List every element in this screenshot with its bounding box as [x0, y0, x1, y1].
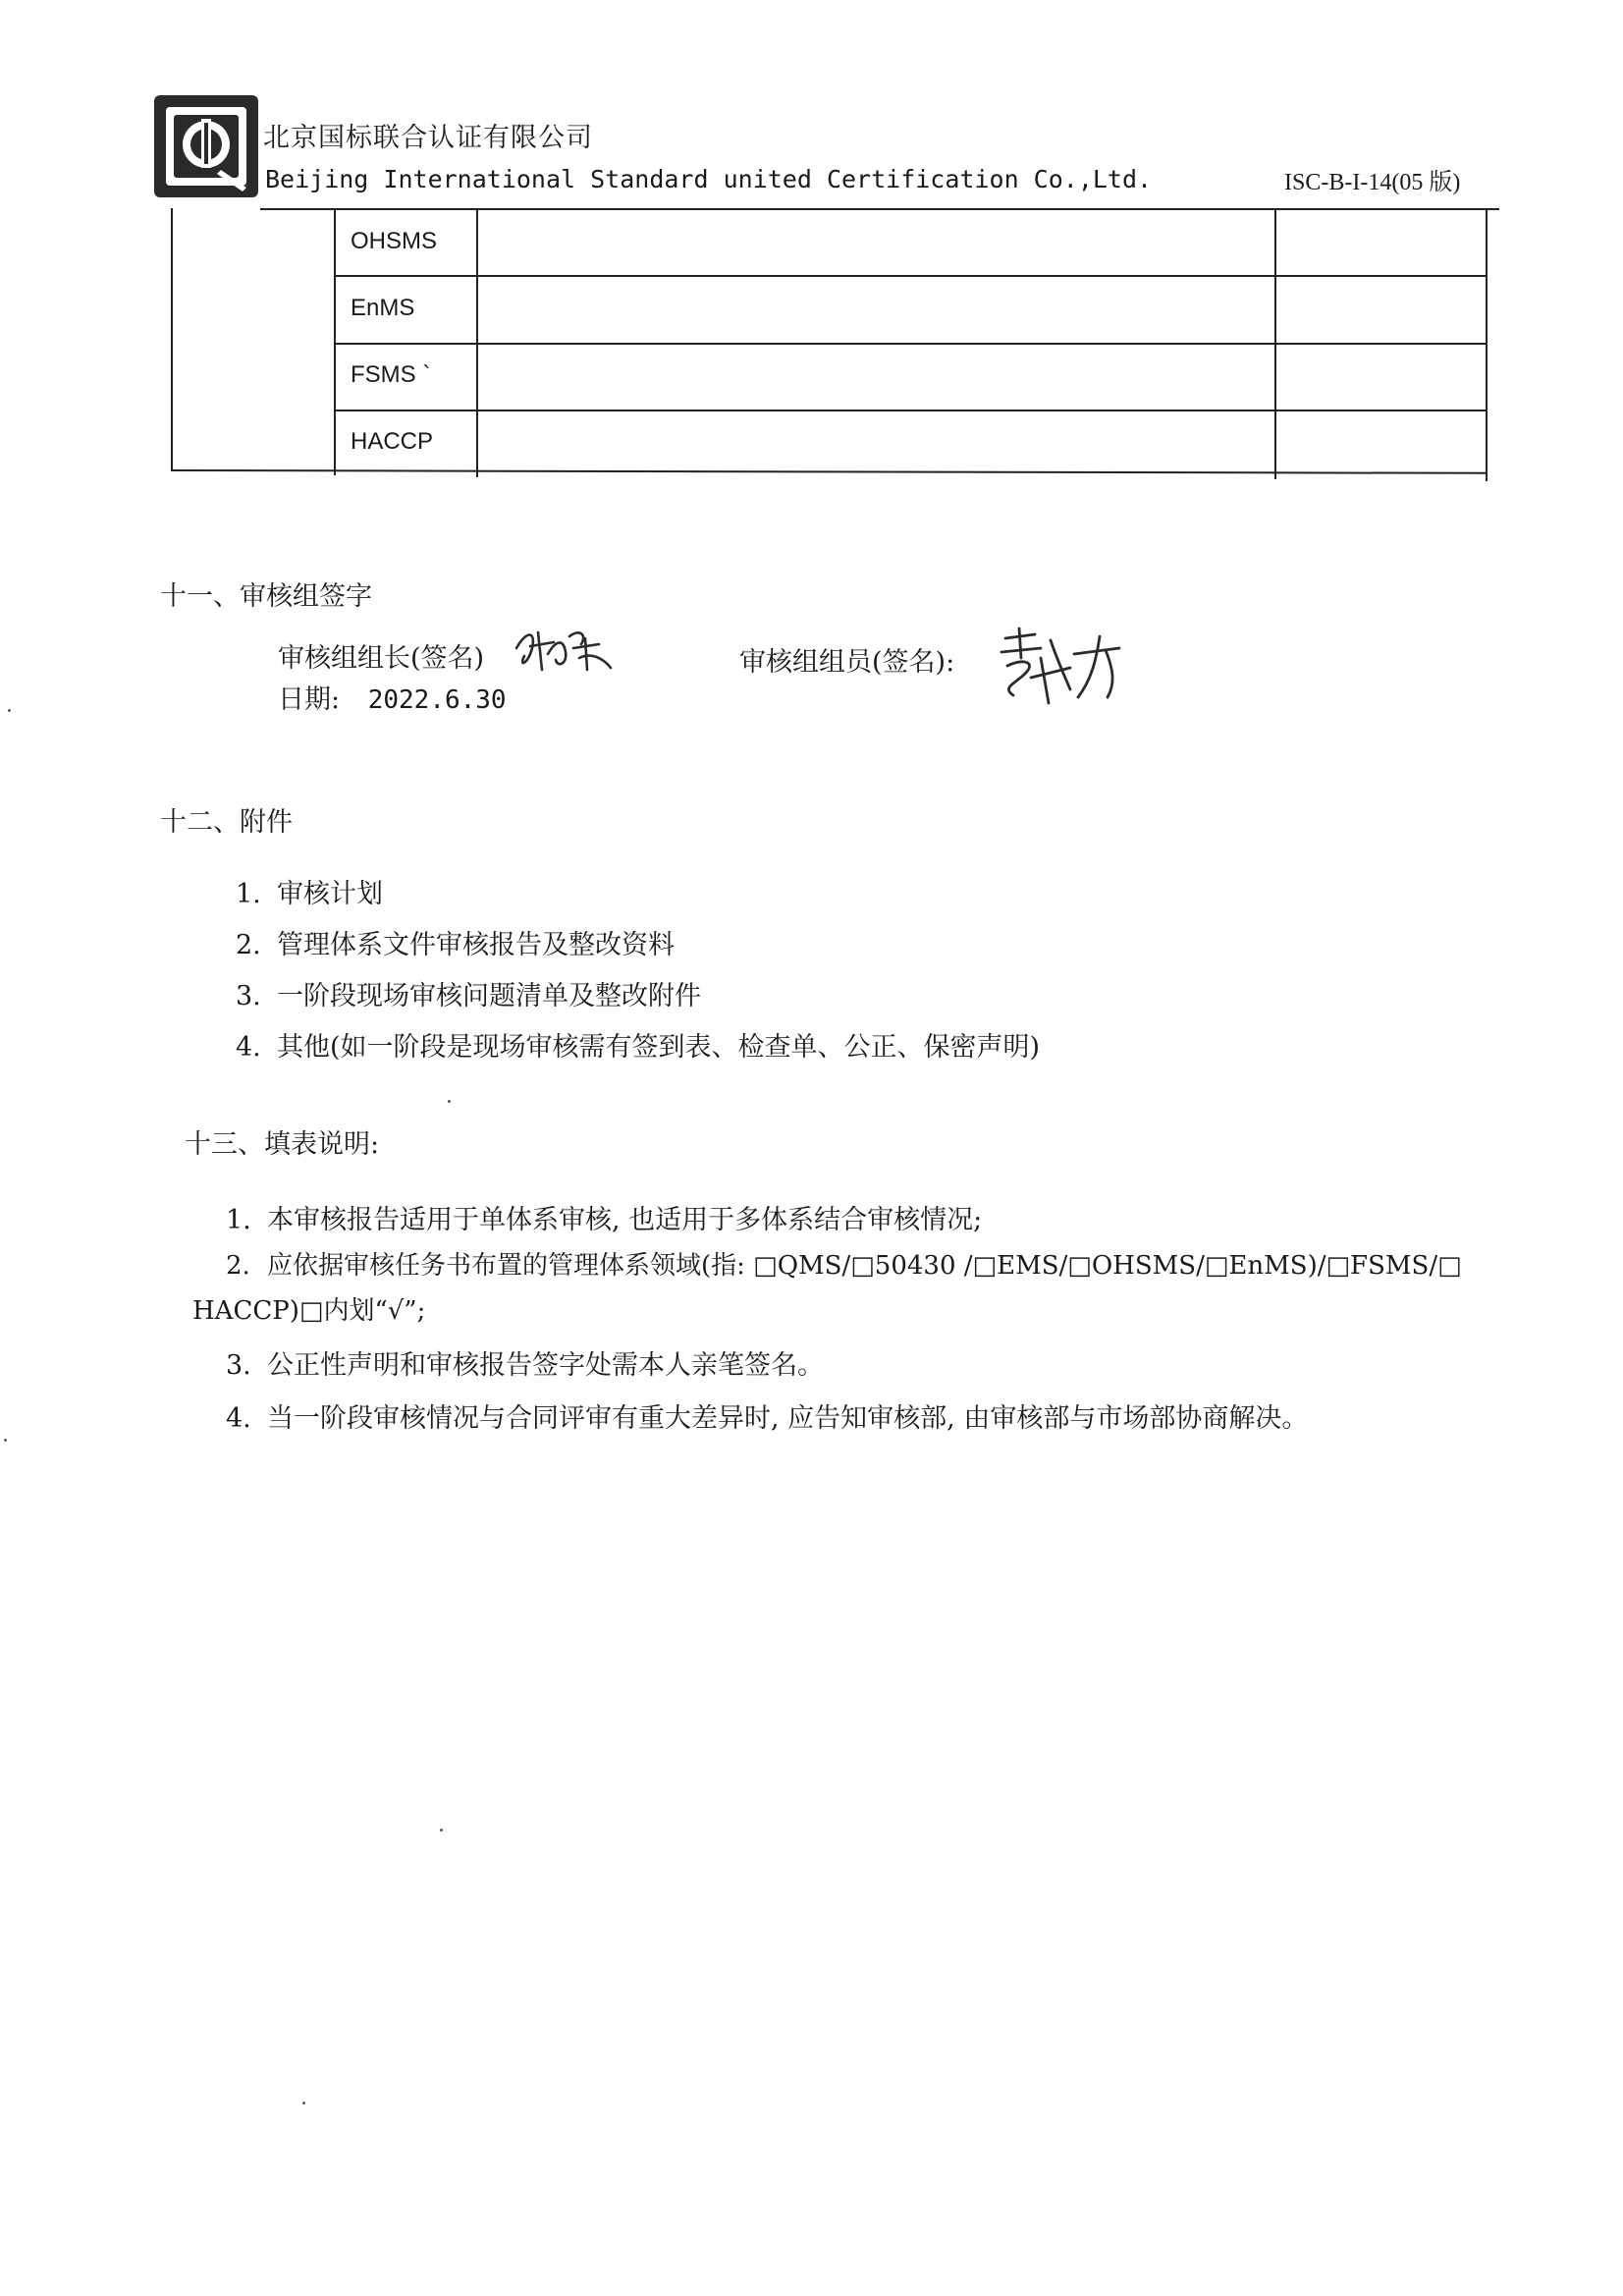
leader-signature-icon — [509, 619, 617, 678]
scan-speck — [448, 1100, 451, 1103]
attachment-item-4: 4. 其他(如一阶段是现场审核需有签到表、检查单、公正、保密声明) — [236, 1032, 1041, 1063]
instruction-item-2-line-1: 2. 应依据审核任务书布置的管理体系领域(指: □QMS/□50430 /□EMS/□OHSMS/□EnMS)/□FSMS/□ — [226, 1251, 1462, 1281]
scan-speck — [8, 709, 11, 712]
attachment-item-2: 2. 管理体系文件审核报告及整改资料 — [236, 930, 675, 960]
table-row-label-enms: EnMS — [351, 295, 415, 321]
section-12-title: 十二、附件 — [160, 807, 293, 838]
company-seal-logo-icon — [152, 93, 260, 199]
section-11-title: 十一、审核组签字 — [160, 581, 372, 612]
scan-speck — [302, 2102, 305, 2105]
table-row-label-ohsms: OHSMS — [351, 228, 438, 254]
date-row — [278, 678, 507, 716]
company-name-cn: 北京国标联合认证有限公司 — [263, 123, 593, 153]
instruction-item-3: 3. 公正性声明和审核报告签字处需本人亲笔签名。 — [226, 1350, 824, 1381]
company-name-en: Beijing International Standard united Certification Co.,Ltd. — [265, 165, 1153, 193]
instruction-item-4: 4. 当一阶段审核情况与合同评审有重大差异时, 应告知审核部, 由审核部与市场部协商解决。 — [226, 1403, 1309, 1434]
section-13-title: 十三、填表说明: — [185, 1129, 380, 1160]
document-code: ISC-B-I-14(05 版) — [1284, 170, 1461, 195]
instruction-item-1: 1. 本审核报告适用于单体系审核, 也适用于多体系结合审核情况; — [226, 1205, 983, 1235]
date-value: 2022.6.30 — [367, 685, 507, 715]
attachment-item-3: 3. 一阶段现场审核问题清单及整改附件 — [236, 981, 701, 1011]
member-signature-label: 审核组组员(签名): — [739, 647, 955, 678]
instruction-item-2-line-2: HACCP)□内划“√”; — [192, 1296, 426, 1326]
member-signature-icon — [992, 619, 1129, 712]
table-row-label-fsms: FSMS ` — [351, 361, 431, 388]
attachment-item-1: 1. 审核计划 — [236, 879, 383, 909]
scan-speck — [440, 1829, 443, 1831]
date-label: 日期: — [278, 684, 341, 715]
scan-speck — [4, 1439, 7, 1442]
table-row-label-haccp: HACCP — [351, 428, 434, 455]
leader-signature-label: 审核组组长(签名) — [278, 643, 485, 674]
